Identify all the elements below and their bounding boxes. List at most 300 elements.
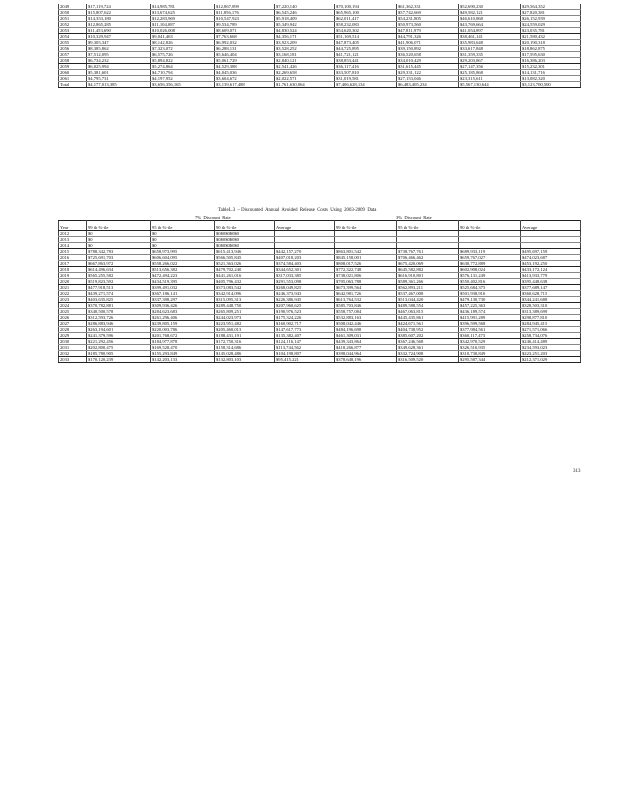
- year-cell: 2033: [59, 357, 87, 363]
- value-cell: $39,150,892: [397, 46, 459, 52]
- year-cell: 2018: [59, 267, 87, 273]
- value-cell: $0: [87, 243, 151, 249]
- value-cell: $27,820,381: [521, 10, 581, 16]
- value-cell: $11,104,087: [151, 22, 215, 28]
- value-cell: $47,811,979: [397, 28, 459, 34]
- value-cell: $10,547,923: [215, 16, 275, 22]
- value-cell: $286,883,946: [87, 321, 151, 327]
- value-cell: $313,389,699: [521, 309, 581, 315]
- value-cell: $16,386,203: [521, 58, 581, 64]
- value-cell: $479,130,730: [459, 297, 521, 303]
- total-cell: $7,406,628,134: [335, 82, 397, 88]
- year-cell: 2030: [59, 339, 87, 345]
- value-cell: $12,867,899: [215, 4, 275, 10]
- value-cell: $7,512,095: [87, 52, 151, 58]
- value-cell: $474,023,687: [521, 255, 581, 261]
- value-cell: $0$0$0$0$0: [215, 231, 275, 237]
- value-cell: $602,908,024: [459, 267, 521, 273]
- value-cell: $124,116,147: [275, 339, 335, 345]
- value-cell: $808,017,526: [335, 261, 397, 267]
- value-cell: $205,460,013: [215, 327, 275, 333]
- value-cell: $23,035,781: [521, 28, 581, 34]
- value-cell: $13,674,625: [151, 10, 215, 16]
- value-cell: $172,750,316: [215, 339, 275, 345]
- value-cell: $0$0$0$0$0: [215, 243, 275, 249]
- value-cell: $0: [151, 231, 215, 237]
- value-cell: $373,083,542: [215, 285, 275, 291]
- value-cell: $6,992,032: [215, 40, 275, 46]
- value-cell: $312,593,726: [87, 315, 151, 321]
- value-cell: $326,516,935: [459, 345, 521, 351]
- value-cell: $477,918,513: [87, 285, 151, 291]
- value-cell: $442,157,270: [275, 249, 335, 255]
- year-cell: 2017: [59, 261, 87, 267]
- value-cell: $38,853,441: [335, 58, 397, 64]
- value-cell: $0: [151, 237, 215, 243]
- value-cell: $27,153,046: [397, 76, 459, 82]
- value-cell: $12,865,285: [87, 22, 151, 28]
- value-cell: $7,763,668: [215, 34, 275, 40]
- value-cell: $212,371,029: [521, 357, 581, 363]
- value-cell: $349,628,361: [397, 345, 459, 351]
- value-cell: $49,582,121: [459, 10, 521, 16]
- year-cell: 2059: [59, 64, 87, 70]
- value-cell: $5,646,404: [215, 52, 275, 58]
- value-cell: $175,324,226: [275, 315, 335, 321]
- value-cell: $606,604,095: [151, 255, 215, 261]
- value-cell: $585,703,846: [335, 303, 397, 309]
- value-cell: $44,725,895: [335, 46, 397, 52]
- total-row: [59, 82, 581, 88]
- year-cell: 2050: [59, 10, 87, 16]
- value-cell: $508,042,446: [335, 321, 397, 327]
- value-cell: $31,019,581: [335, 76, 397, 82]
- value-cell: $33,507,810: [335, 70, 397, 76]
- value-cell: $20,190,318: [521, 40, 581, 46]
- value-cell: $434,519,395: [151, 279, 215, 285]
- value-cell: $439,271,574: [87, 291, 151, 297]
- value-cell: $29,331,122: [397, 70, 459, 76]
- value-cell: $220,003,786: [151, 327, 215, 333]
- value-cell: $51,169,514: [335, 34, 397, 40]
- value-cell: $521,363,026: [215, 261, 275, 267]
- value-cell: $201,768,672: [151, 333, 215, 339]
- header-7-average: Average: [275, 221, 335, 231]
- value-cell: $13,082,320: [521, 76, 581, 82]
- value-cell: $41,906,071: [397, 40, 459, 46]
- value-cell: $337,398,297: [151, 297, 215, 303]
- value-cell: $374,584,403: [275, 261, 335, 267]
- value-cell: $184,977,878: [151, 339, 215, 345]
- value-cell: $33,617,848: [459, 46, 521, 52]
- year-cell: 2060: [59, 70, 87, 76]
- table-row: [59, 357, 581, 363]
- value-cell: $316,509,520: [397, 357, 459, 363]
- value-cell: $675,420,069: [397, 261, 459, 267]
- value-cell: $41,721,121: [335, 52, 397, 58]
- value-cell: $6,288,131: [215, 46, 275, 52]
- value-cell: $221,292,456: [87, 339, 151, 345]
- value-cell: $158,314,686: [215, 345, 275, 351]
- value-cell: $50,973,560: [397, 22, 459, 28]
- value-cell: $445,435,861: [397, 315, 459, 321]
- value-cell: $70,100,194: [335, 4, 397, 10]
- value-cell: $513,044,420: [397, 297, 459, 303]
- value-cell: $576,131,249: [459, 273, 521, 279]
- value-cell: $398,044,964: [335, 351, 397, 357]
- value-cell: $8,385,862: [87, 46, 151, 52]
- value-cell: $135,382,407: [275, 333, 335, 339]
- value-cell: $38,461,141: [459, 34, 521, 40]
- year-cell: 2023: [59, 297, 87, 303]
- year-cell: 2026: [59, 315, 87, 321]
- value-cell: $15,232,301: [521, 64, 581, 70]
- value-cell: $2,541,426: [275, 64, 335, 70]
- value-cell: $404,738,952: [397, 327, 459, 333]
- value-cell: $658,973,995: [151, 249, 215, 255]
- total-cell: $3,139,617,488: [215, 82, 275, 88]
- value-cell: $310,730,849: [459, 351, 521, 357]
- value-cell: $169,520,470: [151, 345, 215, 351]
- value-cell: $261,296,406: [151, 315, 215, 321]
- value-cell: $5,349,942: [275, 22, 335, 28]
- value-cell: $558,757,084: [335, 309, 397, 315]
- value-cell: $772,322,748: [335, 267, 397, 273]
- value-cell: $424,671,561: [397, 321, 459, 327]
- value-cell: $268,049,825: [275, 285, 335, 291]
- value-cell: $7,323,072: [151, 46, 215, 52]
- value-cell: $706,466,462: [397, 255, 459, 261]
- value-cell: $433,172,124: [521, 267, 581, 273]
- continued-cost-table: [58, 4, 581, 88]
- total-cell: $6,483,405,234: [397, 82, 459, 88]
- value-cell: $2,022,571: [275, 76, 335, 82]
- value-cell: $23,315,611: [459, 76, 521, 82]
- year-cell: 2014: [59, 243, 87, 249]
- value-cell: $6,545,246: [275, 10, 335, 16]
- value-cell: $160,902,717: [275, 321, 335, 327]
- value-cell: $4,356,171: [275, 34, 335, 40]
- value-cell: $403,635,825: [87, 297, 151, 303]
- header-3-95: 95 th %-ile: [397, 221, 459, 231]
- value-cell: $17,595,630: [521, 52, 581, 58]
- value-cell: $399,491,032: [151, 285, 215, 291]
- value-cell: $5,918,409: [275, 16, 335, 22]
- value-cell: $6,575,726: [151, 52, 215, 58]
- value-cell: $479,702,240: [215, 267, 275, 273]
- year-cell: 2020: [59, 279, 87, 285]
- value-cell: $41,054,897: [459, 28, 521, 34]
- value-cell: $207,960,625: [275, 303, 335, 309]
- value-cell: $342,914,096: [215, 291, 275, 297]
- value-cell: $145,028,486: [215, 351, 275, 357]
- value-cell: $562,893,211: [397, 285, 459, 291]
- value-cell: $616,910,801: [397, 273, 459, 279]
- value-cell: $457,225,363: [459, 303, 521, 309]
- value-cell: $537,467,008: [397, 291, 459, 297]
- value-cell: $705,063,788: [335, 279, 397, 285]
- value-cell: $689,933,119: [459, 249, 521, 255]
- value-cell: $5,061,729: [215, 58, 275, 64]
- year-cell: 2061: [59, 76, 87, 82]
- value-cell: $234,593,023: [521, 345, 581, 351]
- value-cell: $223,951,482: [215, 321, 275, 327]
- value-cell: $244,023,973: [215, 315, 275, 321]
- header-7-90: 90 th %-ile: [215, 221, 275, 231]
- value-cell: $453,192,250: [521, 261, 581, 267]
- year-cell: 2013: [59, 237, 87, 243]
- value-cell: $845,158,001: [335, 255, 397, 261]
- value-cell: $6,734,232: [87, 58, 151, 64]
- value-cell: $246,373,943: [275, 291, 335, 297]
- value-cell: $725,691,703: [87, 255, 151, 261]
- value-cell: $61,362,331: [397, 4, 459, 10]
- value-cell: $298,877,810: [521, 315, 581, 321]
- value-cell: $3,168,181: [275, 52, 335, 58]
- value-cell: $11,453,690: [87, 28, 151, 34]
- value-cell: $113,744,562: [275, 345, 335, 351]
- value-cell: $6,025,994: [87, 64, 151, 70]
- value-cell: $170,120,239: [87, 357, 151, 363]
- value-cell: $0: [151, 243, 215, 249]
- value-cell: $788,342,783: [87, 249, 151, 255]
- value-cell: $52,690,230: [459, 4, 521, 10]
- value-cell: $2,269,658: [275, 70, 335, 76]
- value-cell: $11,856,176: [215, 10, 275, 16]
- year-cell: 2022: [59, 291, 87, 297]
- page-number: 313: [573, 469, 581, 474]
- value-cell: $5,274,864: [151, 64, 215, 70]
- value-cell: $613,764,532: [335, 297, 397, 303]
- total-label: Total: [59, 82, 87, 88]
- value-cell: $565,255,582: [87, 273, 151, 279]
- value-cell: $8,142,826: [151, 40, 215, 46]
- value-cell: $7,220,140: [275, 4, 335, 10]
- value-cell: $188,431,191: [215, 333, 275, 339]
- total-cell: $4,177,013,385: [87, 82, 151, 88]
- value-cell: $614,496,634: [87, 267, 151, 273]
- value-cell: $642,981,726: [335, 291, 397, 297]
- value-cell: $29,564,352: [521, 4, 581, 10]
- value-cell: $5,381,601: [87, 70, 151, 76]
- value-cell: $3,604,672: [215, 76, 275, 82]
- value-cell: $10,329,947: [87, 34, 151, 40]
- value-cell: $34,010,429: [397, 58, 459, 64]
- value-cell: $489,588,554: [397, 303, 459, 309]
- value-cell: $377,984,561: [459, 327, 521, 333]
- value-cell: $645,582,882: [397, 267, 459, 273]
- table-title: TableL.3 – Discounted Annual Avoided Release Costs Using 2003-2009 Data: [218, 208, 377, 213]
- year-cell: 2029: [59, 333, 87, 339]
- value-cell: $29,203,867: [459, 58, 521, 64]
- year-cell: 2056: [59, 46, 87, 52]
- total-cell: $3,656,356,165: [151, 82, 215, 88]
- value-cell: $673,399,564: [335, 285, 397, 291]
- value-cell: $9,534,789: [215, 22, 275, 28]
- value-cell: $185,780,905: [87, 351, 151, 357]
- value-cell: $17,119,724: [87, 4, 151, 10]
- value-cell: $291,553,098: [275, 279, 335, 285]
- value-cell: $202,800,475: [87, 345, 151, 351]
- value-cell: $241,379,596: [87, 333, 151, 339]
- value-cell: $615,413,946: [215, 249, 275, 255]
- value-cell: $461,309,031: [335, 333, 397, 339]
- total-cell: $1,761,630,064: [275, 82, 335, 88]
- value-cell: $223,251,203: [521, 351, 581, 357]
- value-cell: $513,656,382: [151, 267, 215, 273]
- value-cell: $4,197,952: [151, 76, 215, 82]
- value-cell: $31,359,335: [459, 52, 521, 58]
- year-cell: 2027: [59, 321, 87, 327]
- value-cell: $501,938,916: [459, 291, 521, 297]
- value-cell: $340,500,578: [87, 309, 151, 315]
- value-cell: $367,246,568: [397, 339, 459, 345]
- value-cell: $14,131,716: [521, 70, 581, 76]
- value-cell: $344,652,301: [275, 267, 335, 273]
- value-cell: $36,520,658: [397, 52, 459, 58]
- value-cell: $525,684,375: [459, 285, 521, 291]
- year-cell: 2051: [59, 16, 87, 22]
- value-cell: $589,361,266: [397, 279, 459, 285]
- value-cell: $132,803,103: [215, 357, 275, 363]
- value-cell: $377,689,147: [521, 285, 581, 291]
- year-cell: 2031: [59, 345, 87, 351]
- value-cell: $47,873,405: [335, 40, 397, 46]
- value-cell: $14,985,781: [151, 4, 215, 10]
- value-cell: $558,266,022: [151, 261, 215, 267]
- year-cell: 2052: [59, 22, 87, 28]
- value-cell: $284,623,683: [151, 309, 215, 315]
- value-cell: $9,041,463: [151, 34, 215, 40]
- value-cell: $659,767,027: [459, 255, 521, 261]
- year-cell: 2057: [59, 52, 87, 58]
- value-cell: $315,095,313: [215, 297, 275, 303]
- value-cell: $532,883,163: [335, 315, 397, 321]
- value-cell: $472,494,223: [151, 273, 215, 279]
- value-cell: $328,503,310: [521, 303, 581, 309]
- year-cell: 2049: [59, 4, 87, 10]
- year-cell: 2024: [59, 303, 87, 309]
- header-7-95: 95 th %-ile: [151, 221, 215, 231]
- header-row: [59, 221, 581, 231]
- value-cell: $738,767,761: [397, 249, 459, 255]
- value-cell: $8,609,071: [215, 28, 275, 34]
- year-cell: 2054: [59, 34, 87, 40]
- value-cell: $3,528,252: [275, 46, 335, 52]
- value-cell: $413,933,779: [521, 273, 581, 279]
- value-cell: $667,863,972: [87, 261, 151, 267]
- value-cell: $4,830,524: [275, 28, 335, 34]
- year-cell: 2016: [59, 255, 87, 261]
- value-cell: $344,241,688: [521, 297, 581, 303]
- value-cell: $10,026,008: [151, 28, 215, 34]
- year-cell: 2058: [59, 58, 87, 64]
- year-cell: 2032: [59, 351, 87, 357]
- value-cell: $360,628,715: [521, 291, 581, 297]
- value-cell: $25,185,868: [459, 70, 521, 76]
- header-3-99: 99 th %-ile: [335, 221, 397, 231]
- value-cell: $441,261,016: [215, 273, 275, 279]
- value-cell: $0$0$0$0$0: [215, 237, 275, 243]
- value-cell: $95,415,221: [275, 357, 335, 363]
- value-cell: $12,283,969: [151, 16, 215, 22]
- value-cell: $54,620,302: [335, 28, 397, 34]
- value-cell: $65,965,100: [335, 10, 397, 16]
- value-cell: $436,189,574: [459, 309, 521, 315]
- value-cell: $226,386,945: [275, 297, 335, 303]
- value-cell: $9,305,347: [87, 40, 151, 46]
- value-cell: $0: [87, 231, 151, 237]
- value-cell: $418,266,877: [335, 345, 397, 351]
- value-cell: $405,796,432: [215, 279, 275, 285]
- total-cell: $5,567,130,644: [459, 82, 521, 88]
- value-cell: $21,580,432: [521, 34, 581, 40]
- year-cell: 2021: [59, 285, 87, 291]
- total-cell: $3,123,700,500: [521, 82, 581, 88]
- value-cell: $18,862,875: [521, 46, 581, 52]
- value-cell: $26,152,939: [521, 16, 581, 22]
- value-cell: $284,945,415: [521, 321, 581, 327]
- value-cell: $407,018,203: [275, 255, 335, 261]
- value-cell: $367,186,141: [151, 291, 215, 297]
- value-cell: $31,615,445: [397, 64, 459, 70]
- value-cell: $396,599,568: [459, 321, 521, 327]
- value-cell: $2,840,121: [275, 58, 335, 64]
- header-year: Year: [59, 221, 87, 231]
- value-cell: $309,936,426: [151, 303, 215, 309]
- value-cell: $0: [87, 237, 151, 243]
- value-cell: $5,894,822: [151, 58, 215, 64]
- value-cell: $43,769,664: [459, 22, 521, 28]
- value-cell: $147,617,773: [275, 327, 335, 333]
- three-percent-header: 3% Discount Rate: [396, 215, 432, 220]
- value-cell: $142,203,133: [151, 357, 215, 363]
- value-cell: $239,805,159: [151, 321, 215, 327]
- header-3-average: Average: [521, 221, 581, 231]
- value-cell: $317,033,385: [275, 273, 335, 279]
- value-cell: $630,772,889: [459, 261, 521, 267]
- value-cell: $3,923,209: [275, 40, 335, 46]
- year-cell: 2055: [59, 40, 87, 46]
- value-cell: $519,823,592: [87, 279, 151, 285]
- value-cell: $155,293,849: [151, 351, 215, 357]
- value-cell: $24,559,029: [521, 22, 581, 28]
- value-cell: $265,809,251: [215, 309, 275, 315]
- value-cell: $4,795,731: [87, 76, 151, 82]
- value-cell: $190,976,523: [275, 309, 335, 315]
- value-cell: $467,063,815: [397, 309, 459, 315]
- value-cell: $62,011,417: [335, 16, 397, 22]
- value-cell: $258,734,076: [521, 333, 581, 339]
- value-cell: $271,571,066: [521, 327, 581, 333]
- value-cell: $370,782,881: [87, 303, 151, 309]
- value-cell: $332,724,908: [397, 351, 459, 357]
- seven-percent-header: 7% Discount Rate: [195, 215, 231, 220]
- value-cell: $58,232,083: [335, 22, 397, 28]
- year-cell: 2053: [59, 28, 87, 34]
- value-cell: $4,710,794: [151, 70, 215, 76]
- value-cell: $439,343,864: [335, 339, 397, 345]
- value-cell: $4,045,036: [215, 70, 275, 76]
- value-cell: $104,198,807: [275, 351, 335, 357]
- value-cell: $484,196,698: [335, 327, 397, 333]
- header-3-90: 90 th %-ile: [459, 221, 521, 231]
- value-cell: $36,117,416: [335, 64, 397, 70]
- value-cell: $54,231,805: [397, 16, 459, 22]
- value-cell: $395,448,638: [521, 279, 581, 285]
- value-cell: $4,529,388: [215, 64, 275, 70]
- value-cell: $14,353,180: [87, 16, 151, 22]
